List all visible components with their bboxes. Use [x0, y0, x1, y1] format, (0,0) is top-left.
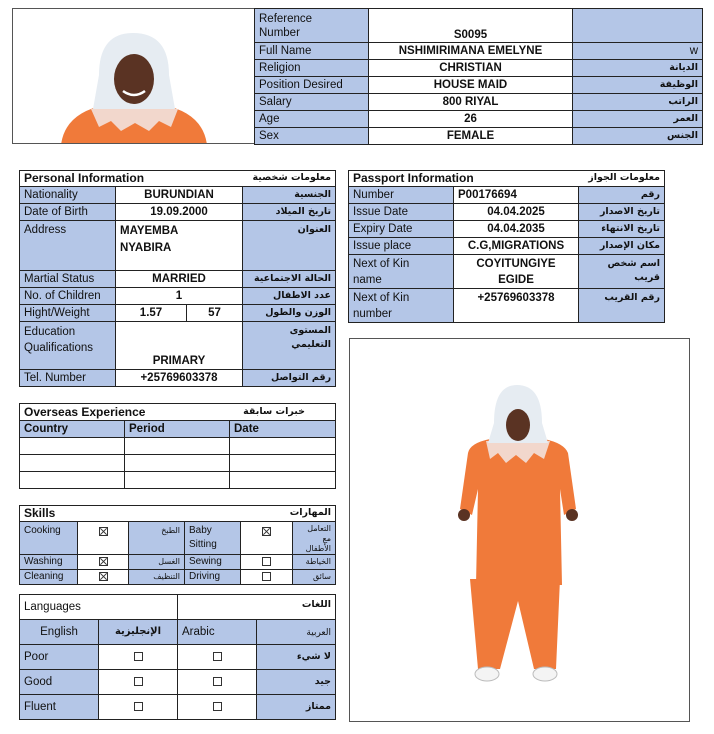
religion-value: CHRISTIAN [369, 60, 573, 77]
skill-cleaning-checkbox[interactable] [99, 572, 108, 581]
skill-row [20, 570, 336, 585]
skill-baby-sitting-label: Baby Sitting [185, 522, 241, 555]
passport-number-arabic: رقم [579, 187, 665, 204]
overseas-empty-row [20, 438, 336, 455]
english-poor-checkbox[interactable] [134, 652, 143, 661]
personal-info-title: Personal Information [24, 171, 145, 185]
portrait-illustration [13, 9, 255, 144]
header-row-age [255, 111, 703, 128]
skill-cleaning-arabic: التنظيف [129, 570, 185, 585]
header-table [254, 8, 703, 145]
issue-date-value: 04.04.2025 [454, 204, 579, 221]
kin-number-row [349, 289, 665, 323]
header-row-salary [255, 94, 703, 111]
english-fluent-checkbox[interactable] [134, 702, 143, 711]
kin-name-row [349, 255, 665, 289]
kin-name-label-2: name [353, 273, 382, 286]
weight-value: 57 [187, 305, 243, 322]
issue-place-arabic: مكان الإصدار [579, 238, 665, 255]
kin-number-value: +25769603378 [454, 289, 579, 323]
issue-place-row [349, 238, 665, 255]
passport-number-value: P00176694 [454, 187, 579, 204]
full-name-label: Full Name [255, 43, 369, 60]
skill-baby-sitting-arabic-1: التعامل مع [307, 524, 332, 543]
overseas-col-date: Date [230, 421, 336, 438]
kin-number-label-1: Next of Kin [353, 291, 410, 304]
arabic-fluent-checkbox[interactable] [213, 702, 222, 711]
languages-title: Languages [20, 595, 178, 620]
height-weight-row [20, 305, 336, 322]
level-poor-arabic: لا شيء [257, 645, 336, 670]
children-row [20, 288, 336, 305]
issue-date-arabic: تاريخ الاصدار [579, 204, 665, 221]
kin-name-value-2: EGIDE [498, 273, 534, 286]
level-fluent-arabic: ممتاز [257, 695, 336, 720]
overseas-title: Overseas Experience [24, 404, 146, 419]
skill-washing-checkbox[interactable] [99, 557, 108, 566]
expiry-date-value: 04.04.2035 [454, 221, 579, 238]
expiry-date-row [349, 221, 665, 238]
skill-cooking-checkbox[interactable] [99, 527, 108, 536]
language-level-row [20, 645, 336, 670]
position-value: HOUSE MAID [369, 77, 573, 94]
children-value: 1 [116, 288, 243, 305]
religion-arabic: الديانة [573, 60, 703, 77]
skill-driving-arabic: سائق [293, 570, 336, 585]
expiry-date-arabic: تاريخ الانتهاء [579, 221, 665, 238]
skill-row [20, 555, 336, 570]
skill-cooking-arabic: الطبخ [129, 522, 185, 555]
tel-value: +25769603378 [116, 370, 243, 387]
address-label: Address [20, 221, 116, 271]
language-arabic-label: Arabic [178, 620, 257, 645]
height-value: 1.57 [116, 305, 187, 322]
children-arabic: عدد الاطفال [243, 288, 336, 305]
languages-header-row [20, 620, 336, 645]
level-good-arabic: جيد [257, 670, 336, 695]
kin-name-label-1: Next of Kin [353, 257, 410, 270]
skill-sewing-arabic: الخياطة [293, 555, 336, 570]
education-value: PRIMARY [116, 322, 243, 370]
skill-baby-sitting-checkbox[interactable] [262, 527, 271, 536]
arabic-good-checkbox[interactable] [213, 677, 222, 686]
dob-value: 19.09.2000 [116, 204, 243, 221]
expiry-date-label: Expiry Date [349, 221, 454, 238]
personal-info-title-arabic: معلومات شخصية [252, 172, 332, 183]
overseas-title-arabic: خبرات سابقة [243, 405, 305, 417]
marital-value: MARRIED [116, 271, 243, 288]
kin-number-arabic: رقم القريب [579, 289, 665, 323]
language-level-row [20, 695, 336, 720]
level-poor-label: Poor [20, 645, 99, 670]
language-english-arabic: الإنجليزية [99, 620, 178, 645]
full-body-photo [349, 338, 690, 722]
address-arabic: العنوان [243, 221, 336, 271]
marital-row [20, 271, 336, 288]
skill-sewing-checkbox[interactable] [262, 557, 271, 566]
sex-value: FEMALE [369, 128, 573, 145]
marital-label: Martial Status [20, 271, 116, 288]
sex-arabic: الجنس [573, 128, 703, 145]
salary-label: Salary [255, 94, 369, 111]
tel-arabic: رقم التواصل [243, 370, 336, 387]
dob-arabic: تاريخ الميلاد [243, 204, 336, 221]
skill-baby-sitting-arabic-2: الأطفال [305, 544, 332, 553]
dob-label: Date of Birth [20, 204, 116, 221]
position-label: Position Desired [255, 77, 369, 94]
skill-driving-checkbox[interactable] [262, 572, 271, 581]
overseas-header-row [20, 421, 336, 438]
overseas-empty-row [20, 472, 336, 489]
header-row-full-name [255, 43, 703, 60]
children-label: No. of Children [20, 288, 116, 305]
language-english-label: English [20, 620, 99, 645]
overseas-col-country: Country [20, 421, 125, 438]
skills-title: Skills [24, 506, 56, 520]
overseas-col-period: Period [125, 421, 230, 438]
sex-label: Sex [255, 128, 369, 145]
age-arabic: العمر [573, 111, 703, 128]
address-row [20, 221, 336, 271]
skills-table [19, 505, 336, 585]
tel-row [20, 370, 336, 387]
full-body-illustration [350, 339, 690, 722]
level-fluent-label: Fluent [20, 695, 99, 720]
passport-info-title-arabic: معلومات الجواز [588, 172, 660, 183]
skill-washing-label: Washing [20, 555, 78, 570]
skills-title-arabic: المهارات [289, 507, 332, 518]
address-line-1: MAYEMBA [120, 225, 179, 237]
issue-date-label: Issue Date [349, 204, 454, 221]
age-label: Age [255, 111, 369, 128]
overseas-empty-row [20, 455, 336, 472]
portrait-photo [12, 8, 255, 144]
issue-place-value: C.G,MIGRATIONS [454, 238, 579, 255]
issue-place-label: Issue place [349, 238, 454, 255]
header-row-sex [255, 128, 703, 145]
dob-row [20, 204, 336, 221]
languages-table [19, 594, 336, 720]
nationality-arabic: الجنسية [243, 187, 336, 204]
salary-arabic: الراتب [573, 94, 703, 111]
passport-info-table [348, 170, 665, 323]
education-label-2: Qualifications [24, 342, 94, 354]
overseas-experience-table [19, 403, 336, 489]
passport-number-label: Number [349, 187, 454, 204]
skill-washing-arabic: الغسل [129, 555, 185, 570]
tel-label: Tel. Number [20, 370, 116, 387]
full-name-arabic: w [573, 43, 703, 60]
reference-label-2: Number [259, 26, 300, 39]
personal-info-table [19, 170, 336, 387]
position-arabic: الوظيفة [573, 77, 703, 94]
nationality-label: Nationality [20, 187, 116, 204]
skill-row [20, 522, 336, 555]
languages-title-arabic: اللغات [178, 595, 336, 620]
english-good-checkbox[interactable] [134, 677, 143, 686]
kin-name-arabic: اسم شخص قريب [579, 255, 665, 289]
passport-info-title: Passport Information [353, 171, 474, 185]
education-label-1: Education [24, 326, 76, 338]
full-name-value: NSHIMIRIMANA EMELYNE [369, 43, 573, 60]
skill-cooking-label: Cooking [20, 522, 78, 555]
language-level-row [20, 670, 336, 695]
kin-number-label-2: number [353, 307, 392, 320]
height-weight-label: Hight/Weight [20, 305, 116, 322]
age-value: 26 [369, 111, 573, 128]
issue-date-row [349, 204, 665, 221]
language-arabic-arabic: العربية [257, 620, 336, 645]
skill-driving-label: Driving [185, 570, 241, 585]
header-row-religion [255, 60, 703, 77]
address-line-2: NYABIRA [120, 242, 172, 254]
kin-name-value-1: COYITUNGIYE [476, 257, 556, 270]
reference-number-value: S0095 [369, 9, 573, 43]
marital-arabic: الحالة الاجتماعية [243, 271, 336, 288]
level-good-label: Good [20, 670, 99, 695]
skill-cleaning-label: Cleaning [20, 570, 78, 585]
education-arabic: المستوى التعليمي [243, 322, 336, 370]
nationality-row [20, 187, 336, 204]
reference-label-1: Reference [259, 12, 313, 25]
nationality-value: BURUNDIAN [116, 187, 243, 204]
religion-label: Religion [255, 60, 369, 77]
header-row-reference [255, 9, 703, 43]
education-row [20, 322, 336, 370]
passport-number-row [349, 187, 665, 204]
arabic-poor-checkbox[interactable] [213, 652, 222, 661]
reference-arabic [573, 9, 703, 43]
salary-value: 800 RIYAL [369, 94, 573, 111]
height-weight-arabic: الوزن والطول [243, 305, 336, 322]
skill-sewing-label: Sewing [185, 555, 241, 570]
header-row-position [255, 77, 703, 94]
